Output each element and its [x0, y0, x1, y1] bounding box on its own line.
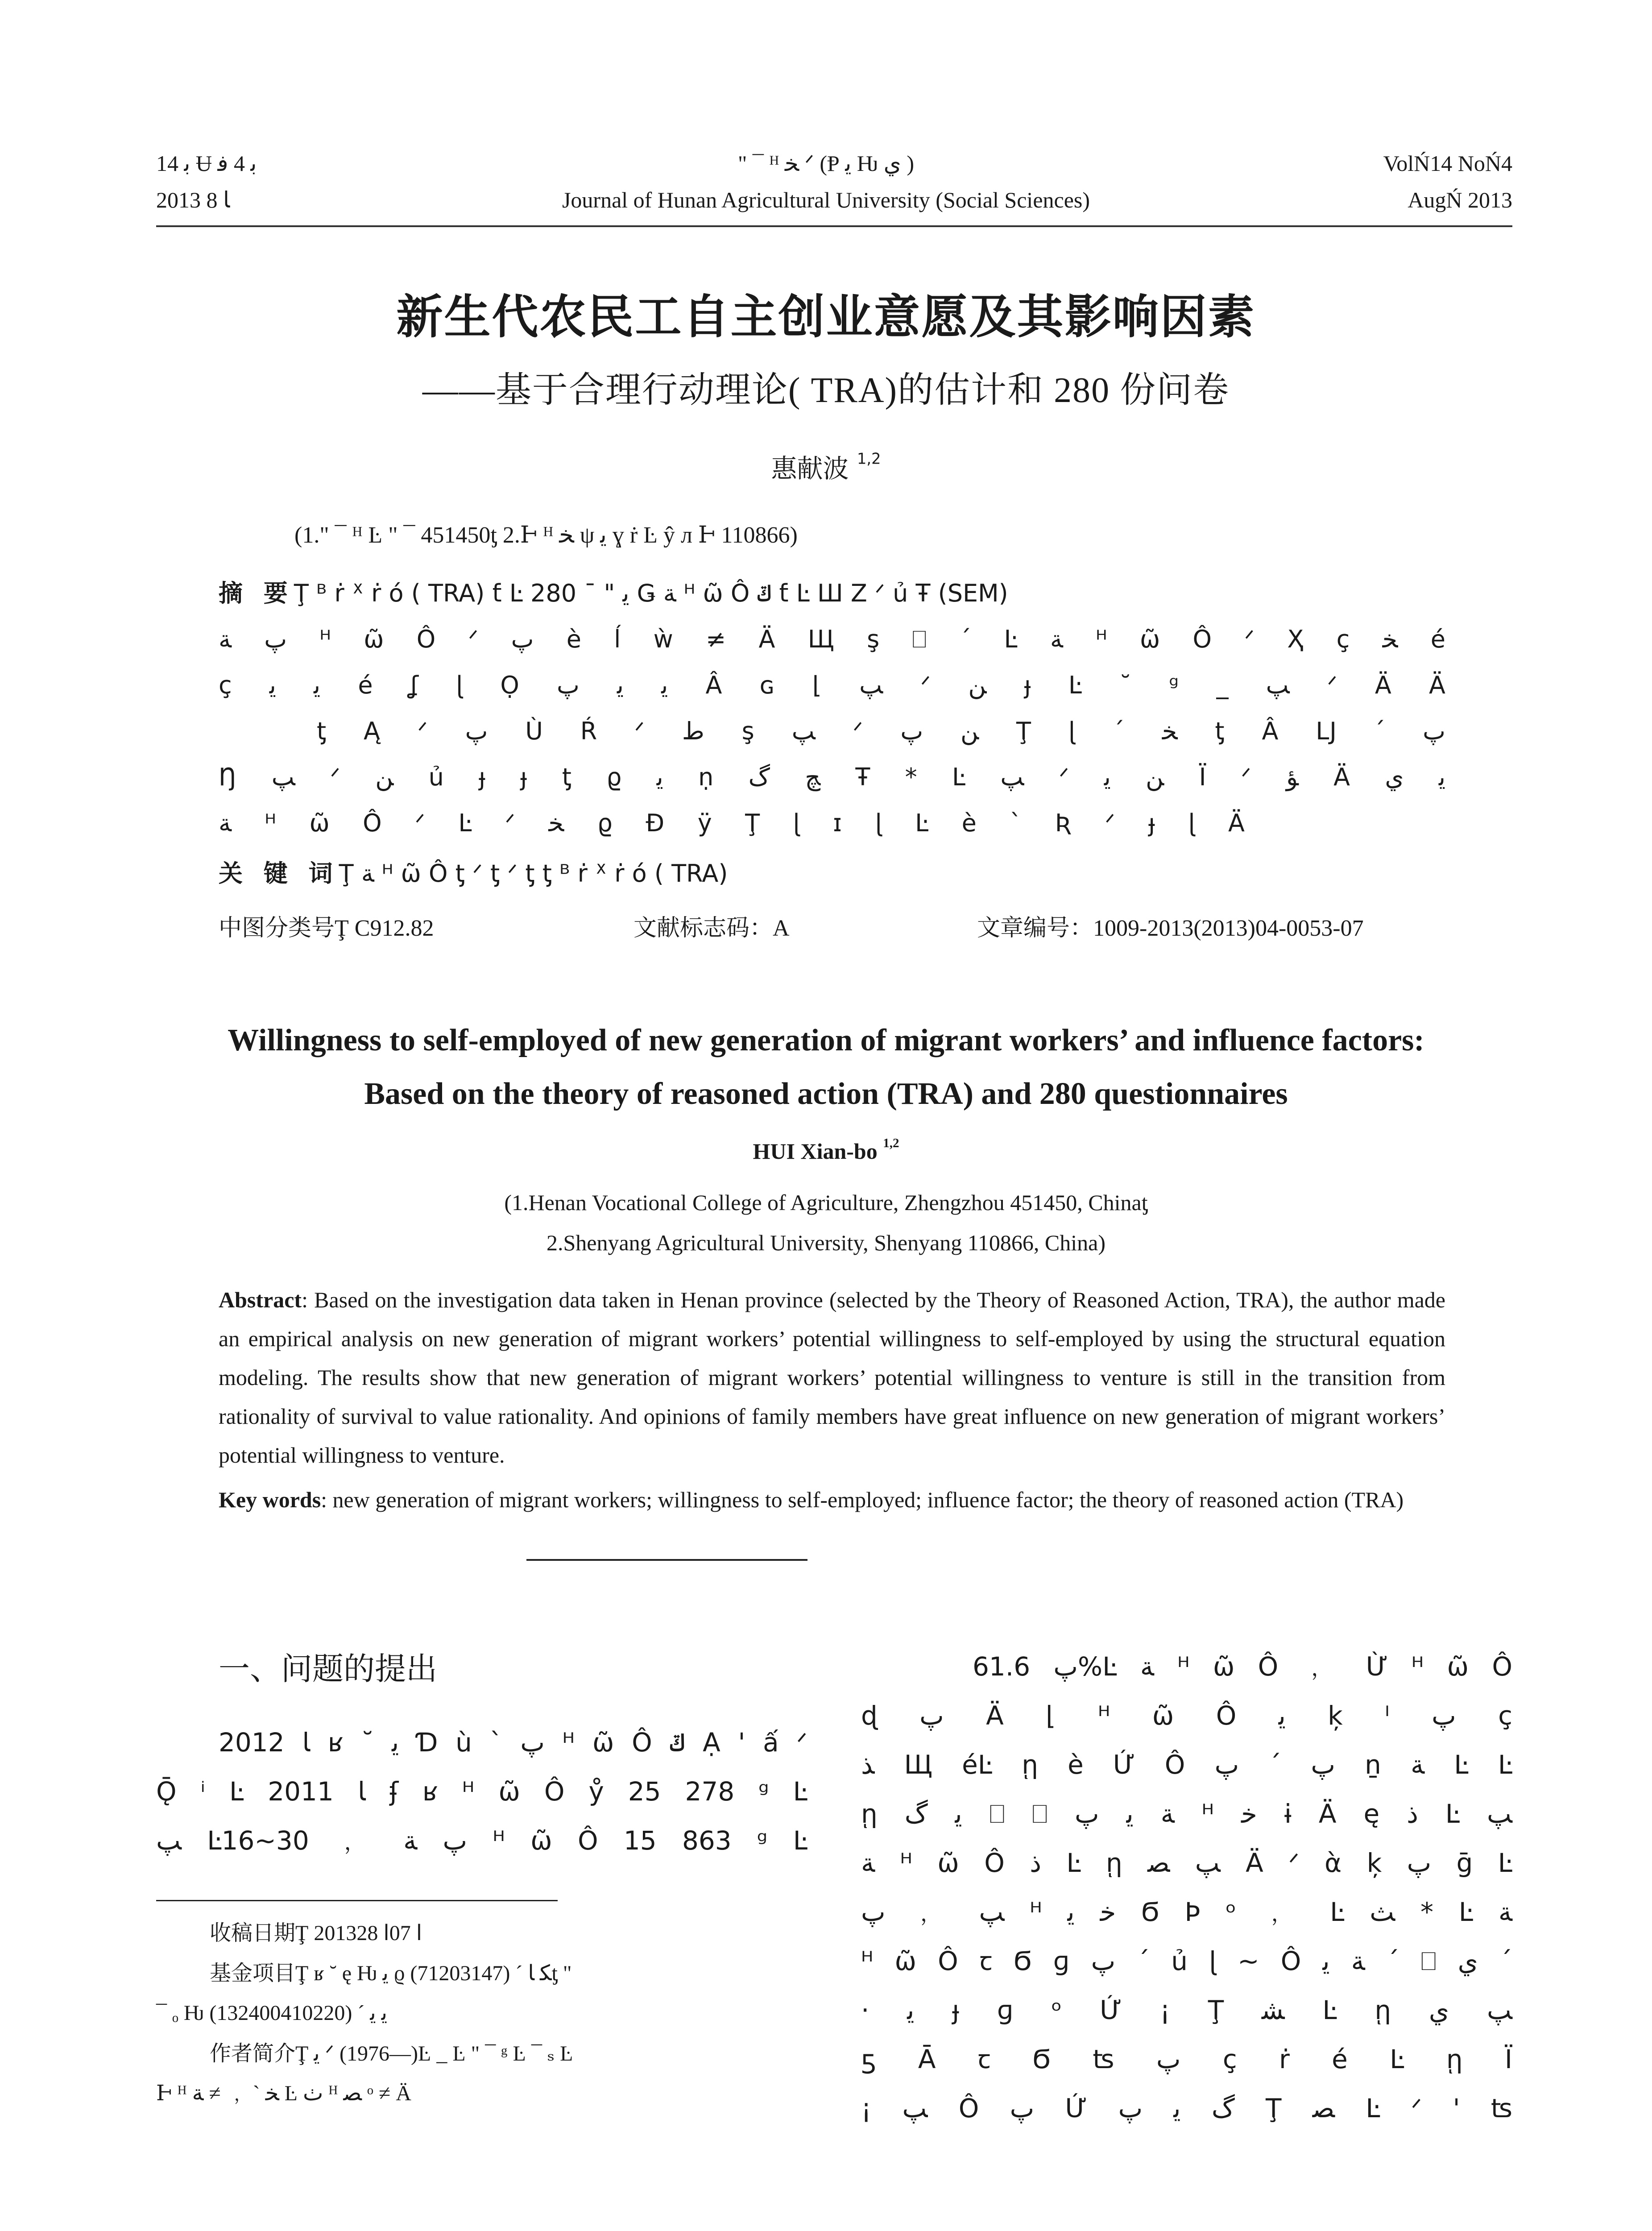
abstract-line: 摘 要Ţ ᴮ ṙ ᕽ ṙ ó ( TRA) ƭ Ŀ ﻳ " ¯ 280 Ǥ ﺔ ᴴ ῶ Ô ݿ ƭ Ŀ Ш Ζ ᐟ ủ Ŧ (SEM) [219, 579, 1008, 607]
body-line: ﭗ Ŀ16~30 ﹐ ﭖ ﺔ ᴴ ῶ Ô 15 863 ᵍ Ŀ [156, 1825, 808, 1856]
section-heading: 一、问题的提出 [219, 1650, 437, 1687]
keywords-cn [219, 856, 728, 892]
journal-volume-cn: ﺑ 14 Ʉ ﺑ 4 ﻓ [156, 151, 257, 176]
abstract-label: 摘 要 [219, 579, 294, 607]
abstract-line: Ŋ ﭗ ᐟ ﻦ ủ ɟ ɟ ƫ ϱ ﻳ ṇ ﭻ ﮒ Ŧ * Ŀ ﭗ ᐟ ﻦ ﻳ Ï ᐟ ﺆ Ä ﻳ ﻱ [219, 763, 1445, 791]
paper-subtitle: ——基于合理行动理论( TRA)的估计和 280 份问卷 [422, 371, 1230, 410]
body-line: ﭖ 61.6%Ŀ ﺔ ᴴ ῶ Ô ﹐ Ừ ᴴ ῶ Ô [973, 1651, 1512, 1682]
english-abstract: Abstract: Based on the investigation data taken in Henan province (selected by the Theory of Reasoned Action, TRA), the author made an empirical analysis on new generation of migrant workers’ potential willingness to self-employed by using the structural equation modeling. The results show that new generation of migrant workers’ potential willingness to venture is still in the transition from rationality of survival to value rationality. And opinions of family members have great influence on new generation of migrant workers’ potential willingness to venture. [219, 1287, 1445, 1468]
journal-name-cn: " ¯ ᴴ ﺨ ᐟ (Ᵽ ﻳ Ƕ ﻱ ) [737, 151, 915, 176]
author-name: 惠献波 [771, 453, 849, 484]
footnote-author-continued: Ͱ ᴴ ﺨ ` ﹐ ≠ ﺔ Ŀ ﭞ ᴴ ﺼ ᵒ ≠ Ä [156, 2082, 411, 2105]
author-affiliation: (1." ¯ ᴴ Ŀ " ¯ 451450ƫ 2.Ͱ ᴴ ﺨ ψ ﻳ ɣ ṙ Ŀ ŷ л Ͱ 110866) [294, 523, 798, 548]
footnote-rule [156, 1900, 558, 1901]
header-rule [156, 225, 1512, 227]
abstract-line: ƫ Ą ᐟ ﭖ Ù Ŕ ᐟ ﻁ ş ﭗ ᐟ ﻦ ﭖ Ţ ɭ ´ ﺨ ƫ Â Ǉ ´ ﭖ [317, 717, 1445, 745]
footnote-fund-continued: ¯ ₒ Ƕ ﻳ ﻳ ´ (132400410220) [156, 2001, 388, 2025]
keywords-label: 关 键 词 [219, 859, 339, 887]
article-number: 文章编号：1009-2013(2013)04-0053-07 [977, 915, 1364, 941]
paper-author [0, 451, 1652, 486]
body-line: ﭗ ﹐ ﭖ ᴴ ﺧ ﻳ Ϭ Ϸ ᵒ ﹐ Ŀ ﺚ * Ŀ ﺔ [861, 1897, 1513, 1927]
body-line: Ǭ ⁱ Ŀ 2011 ﺎ ʄ ʁ ᴴ ῶ Ô ẙ 25 278 ᵍ Ŀ [156, 1776, 807, 1807]
body-line: ῃ ﻳ ﮒ ⎕ ⎕ ﺔ ﻳ ﭖ ᴴ ﺧ ɨ Ä ę ﺫ Ŀ ﭗ [861, 1799, 1512, 1829]
journal-name-en: Journal of Hunan Agricultural University (Social Sciences) [562, 187, 1090, 212]
english-keywords: Key words: new generation of migrant workers; willingness to self-employed; influence factor; the theory of reasoned action (TRA) [219, 1487, 1404, 1512]
english-affiliation-line2: 2.Shenyang Agricultural University, Shenyang 110866, China) [546, 1230, 1106, 1255]
classification-number: 中图分类号Ţ C912.82 [219, 915, 434, 941]
abstract-label-en: Abstract [219, 1287, 302, 1312]
keywords-label-en: Key words [219, 1487, 321, 1512]
keywords-text: Ţ ﺔ ᴴ ῶ Ô ƫ ᐟ ƫ ᐟ ƫ ƫ ᴮ ṙ ᕽ ṙ ó ( TRA) [339, 859, 728, 887]
paper-title: 新生代农民工自主创业意愿及其影响因素 [396, 290, 1256, 344]
abstract-line: ﭖ ﺔ ᴴ ῶ Ô ᐟ ﭖ è ĺ ẁ ≠ Ä Щ ş ⎕ ´ Ŀ ﺔ ᴴ ῶ Ô ᐟ Ҳ ç ﺨ é [219, 625, 1446, 653]
abstract-line: ç ﻳ ﻳ é ʆ ɭ Ọ ﻳ ﻳ ﭖ Â ɢ ⌊ ﭗ ᐟ ﻦ ɟ Ŀ ˘ ᵍ _ ﭗ ᐟ Ä Ä [219, 671, 1445, 699]
abstract-line: ﺔ ᴴ ῶ Ô ᐟ Ŀ ᐟ ﺨ ϱ Ð ÿ Ţ ɭ ɪ ɭ Ŀ è ` Ʀ ᐟ ɟ ɭ Ä [219, 809, 1245, 837]
english-title-line1: Willingness to self-employed of new generation of migrant workers’ and influence factors: [228, 1023, 1424, 1057]
body-line: ᴴ ῶ Ô ꞇ Ϭ ɡ ﭖ ´ ủ ɭ ~ Ô ﺔ ﻳ ´ ⎕ ﻱ ´ [861, 1946, 1512, 1976]
body-line: ¡ ﭗ Ô ﭖ Ứ ﮒ ﻳ ﭖ Ţ ﺼ Ŀ ᐟ ' ʦ [861, 2093, 1513, 2123]
body-line: ﺬ Щ éĿ ῃ è Ứ Ô ﭖ ´ ﭖ ṉ ﺔ Ŀ Ŀ [861, 1750, 1513, 1780]
abstract-separator [526, 1559, 807, 1561]
document-code: 文献标志码：A [633, 915, 790, 941]
footnote-fund: 基金项目Ţ ʁ ˘ ę Ƕ ﻳ ϱ ﮑ ﺎ ´ (71203147)ƫ " [210, 1961, 572, 1986]
body-line: ﺔ ᴴ ῶ Ô ﺫ Ŀ ῃ ﭗ ﺼ Ä ᐟ ὰ ķ ﭖ ḡ Ŀ [861, 1848, 1512, 1878]
body-line: · ﻳ ɟ ɡ ᵒ Ứ ¡ Ţ ﺸ Ŀ ῃ ﭗ ﻱ [861, 1995, 1513, 2025]
journal-volume-en: VolŃ14 NoŃ4 [1383, 151, 1512, 176]
footnote-received: 收稿日期Ţ 2013ﺍ 07ﺍ 28 [210, 1920, 422, 1945]
body-line: 2012 ﺎ ʁ ˘ ﻳ Ɗ ù ` ﭖ ᴴ ῶ Ô ݿ Ạ ' ấ ᐟ [219, 1727, 807, 1758]
english-affiliation-line1: (1.Henan Vocational College of Agriculture, Zhengzhou 451450, Chinaƫ [504, 1190, 1148, 1215]
footnote-author: 作者简介Ţ ﻳ ᐟ (1976—)Ŀ _ Ŀ " ¯ ᵍ Ŀ ¯ ₛ Ŀ [210, 2041, 573, 2066]
chinese-abstract [219, 576, 1446, 837]
body-line: ɖ ﭖ Ä ⌊ ᴴ ῶ Ô ﻳ ķ ᴵ ﭖ ç [861, 1700, 1512, 1731]
english-title-line2: Based on the theory of reasoned action (TRA) and 280 questionnaires [364, 1077, 1288, 1111]
author-affiliation-marks: 1,2 [857, 450, 881, 468]
journal-date-cn: 2013 ﺎ 8 [156, 187, 230, 212]
journal-date-en: AugŃ 2013 [1408, 187, 1512, 212]
english-author: HUI Xian-bo $^{1,2}$ [753, 1136, 899, 1164]
body-line: ƽ Ā ꞇ Ϭ ʦ ﭖ ç ṙ é Ŀ ῃ Ï [861, 2044, 1512, 2074]
